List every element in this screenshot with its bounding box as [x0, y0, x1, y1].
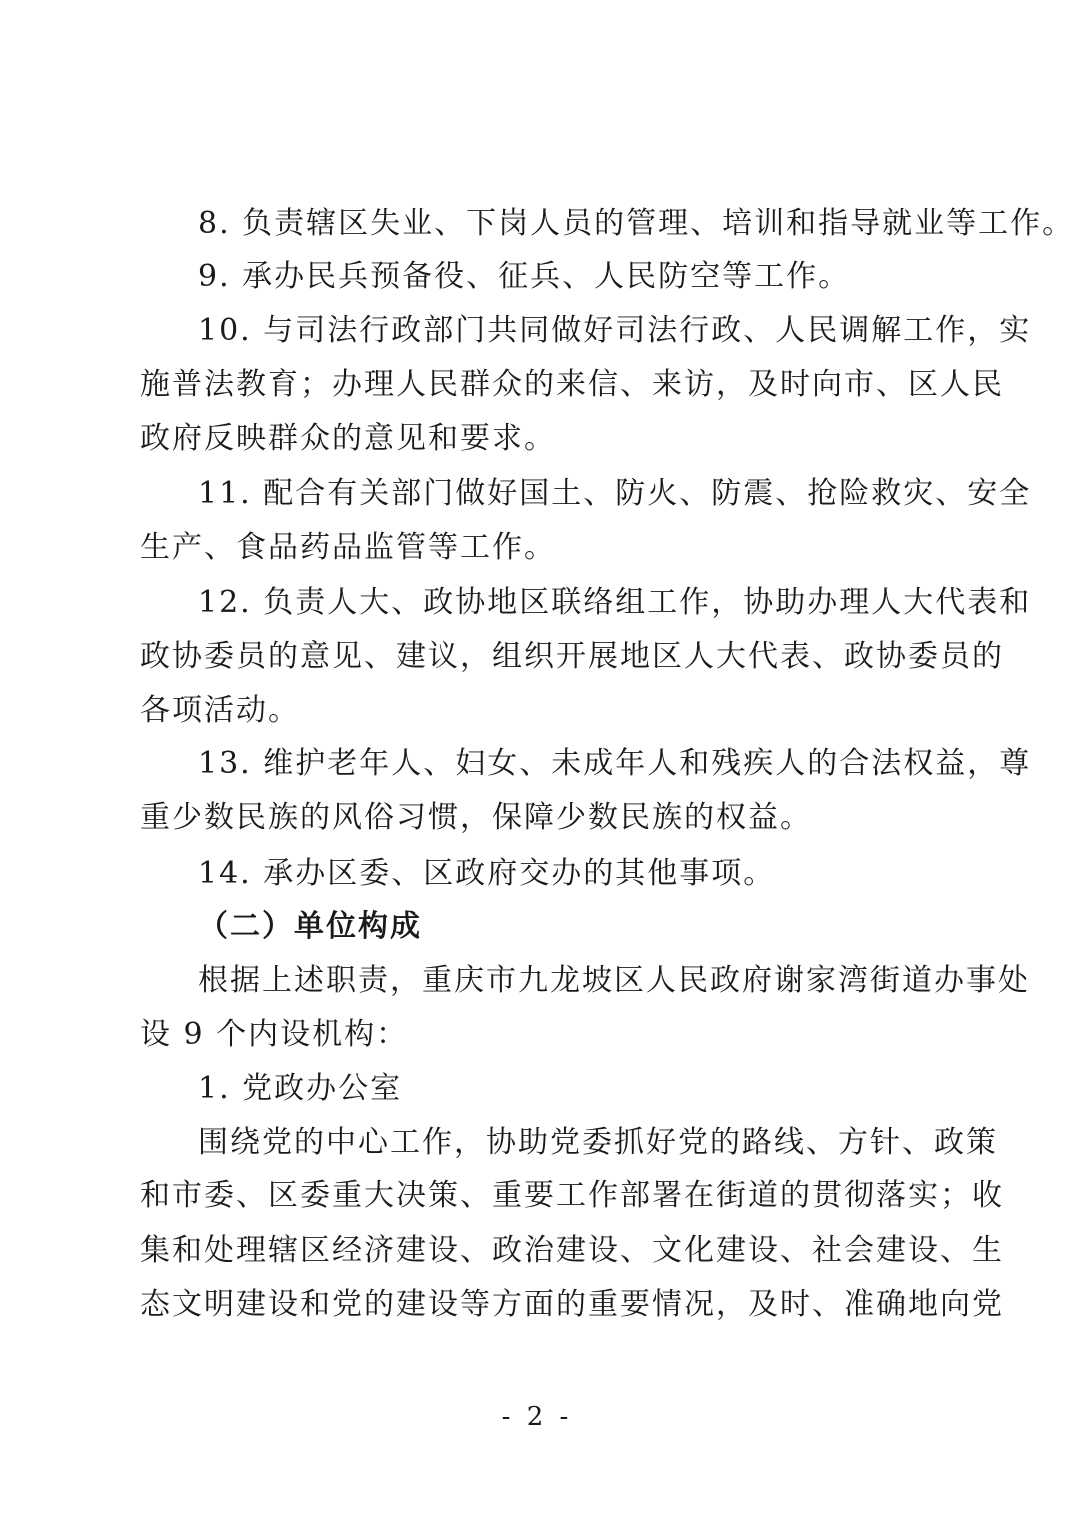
paragraph-line: 政协委员的意见、建议，组织开展地区人大代表、政协委员的 — [140, 639, 1004, 674]
page-number: - 2 - — [501, 1402, 573, 1432]
paragraph-line: 10. 与司法行政部门共同做好司法行政、人民调解工作，实 — [198, 313, 1032, 348]
paragraph-line: 重少数民族的风俗习惯，保障少数民族的权益。 — [140, 800, 812, 835]
paragraph-line: 11. 配合有关部门做好国土、防火、防震、抢险救灾、安全 — [198, 476, 1032, 511]
paragraph-line: 围绕党的中心工作，协助党委抓好党的路线、方针、政策 — [198, 1125, 998, 1160]
paragraph-line: 设 9 个内设机构： — [140, 1017, 409, 1052]
paragraph-line: 和市委、区委重大决策、重要工作部署在街道的贯彻落实；收 — [140, 1178, 1004, 1213]
paragraph-line: 施普法教育；办理人民群众的来信、来访，及时向市、区人民 — [140, 367, 1004, 402]
section-heading: （二）单位构成 — [198, 909, 422, 944]
paragraph-line: 13. 维护老年人、妇女、未成年人和残疾人的合法权益，尊 — [198, 746, 1032, 781]
paragraph-line: 政府反映群众的意见和要求。 — [140, 421, 556, 456]
paragraph-line: 各项活动。 — [140, 693, 300, 728]
paragraph-line: 8. 负责辖区失业、下岗人员的管理、培训和指导就业等工作。 — [198, 206, 1074, 241]
paragraph-line: 集和处理辖区经济建设、政治建设、文化建设、社会建设、生 — [140, 1233, 1004, 1268]
subsection-heading: 1. 党政办公室 — [198, 1071, 403, 1106]
paragraph-line: 根据上述职责，重庆市九龙坡区人民政府谢家湾街道办事处 — [198, 963, 1030, 998]
paragraph-line: 12. 负责人大、政协地区联络组工作，协助办理人大代表和 — [198, 585, 1032, 620]
paragraph-line: 14. 承办区委、区政府交办的其他事项。 — [198, 856, 776, 891]
paragraph-line: 态文明建设和党的建设等方面的重要情况，及时、准确地向党 — [140, 1287, 1004, 1322]
paragraph-line: 9. 承办民兵预备役、征兵、人民防空等工作。 — [198, 259, 851, 294]
paragraph-line: 生产、食品药品监管等工作。 — [140, 530, 556, 565]
